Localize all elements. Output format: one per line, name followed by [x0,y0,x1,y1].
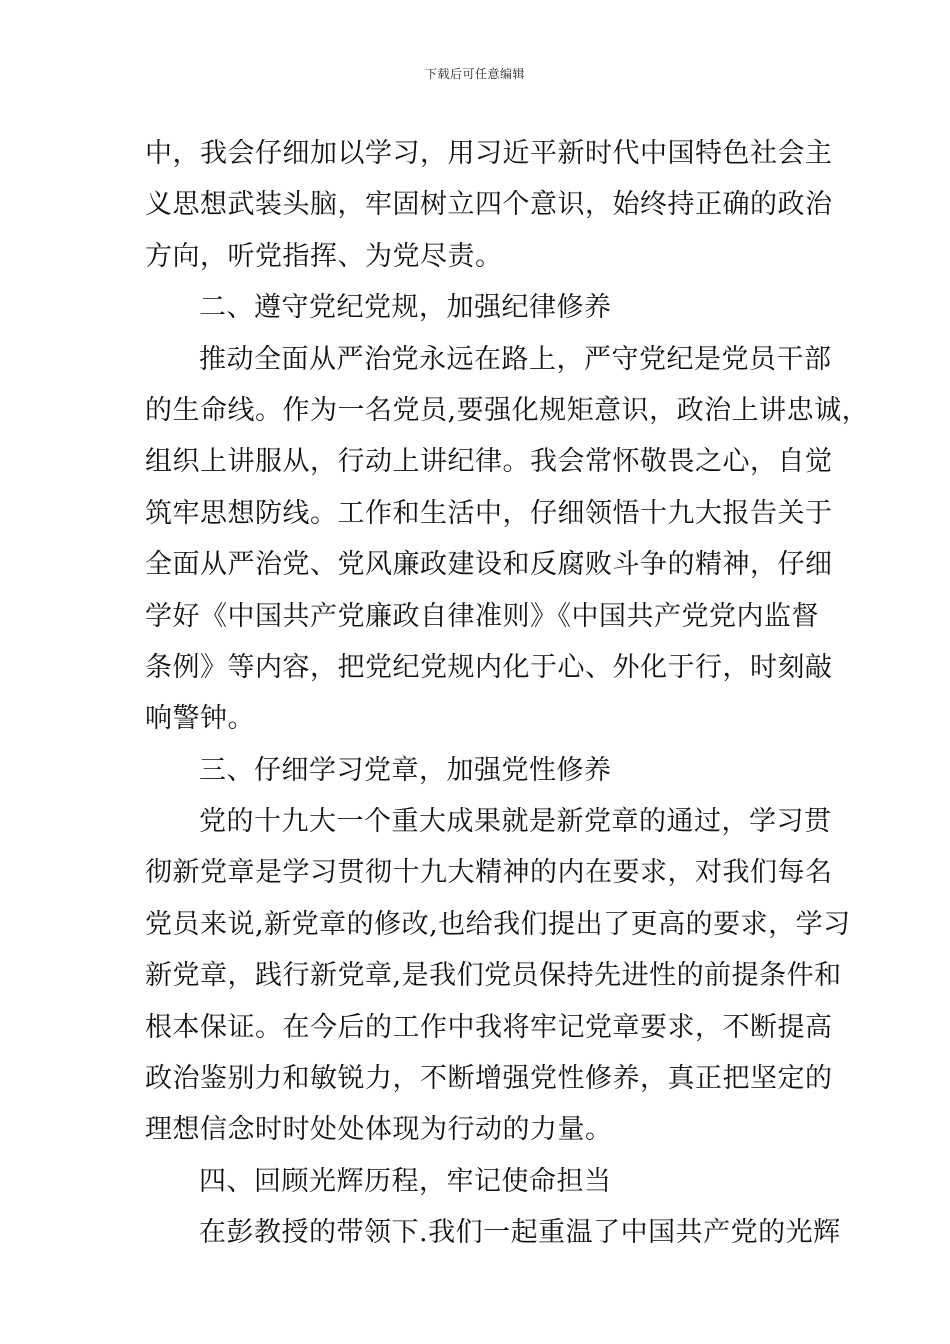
section-heading: 三、仔细学习党章，加强党性修养 [199,754,612,786]
text-line: 理想信念时时处处体现为行动的力量。 [145,1114,613,1146]
text-line: 在彭教授的带领下.我们一起重温了中国共产党的光辉 [199,1217,841,1249]
text-line: 义思想武装头脑，牢固树立四个意识，始终持正确的政治 [145,189,833,221]
text-line: 彻新党章是学习贯彻十九大精神的内在要求，对我们每名 [145,857,833,889]
text-line: 中，我会仔细加以学习，用习近平新时代中国特色社会主 [145,138,833,169]
text-line: 方向，听党指挥、为党尽责。 [145,240,503,272]
page-header: 下载后可任意编辑 [424,67,525,81]
text-line: 筑牢思想防线。工作和生活中，仔细领悟十九大报告关于 [145,497,833,529]
text-line: 条例》等内容，把党纪党规内化于心、外化于行，时刻敲 [145,651,833,683]
text-line: 学好《中国共产党廉政自律准则》《中国共产党党内监督 [145,600,819,632]
text-line: 的生命线。作为一名党员,要强化规矩意识，政治上讲忠诚， [145,394,870,426]
text-line: 组织上讲服从，行动上讲纪律。我会常怀敬畏之心，自觉 [145,446,833,478]
text-line: 全面从严治党、党风廉政建设和反腐败斗争的精神，仔细 [145,549,833,581]
text-line: 党员来说,新党章的修改,也给我们提出了更高的要求，学习 [145,908,851,940]
text-line: 新党章，践行新党章,是我们党员保持先进性的前提条件和 [145,960,842,992]
text-line: 根本保证。在今后的工作中我将牢记党章要求，不断提高 [145,1011,833,1043]
text-line: 政治鉴别力和敏锐力，不断增强党性修养，真正把坚定的 [145,1063,833,1095]
text-line: 响警钟。 [145,703,255,735]
body-text [145,128,870,1259]
section-heading: 四、回顾光辉历程，牢记使命担当 [199,1165,612,1197]
section-heading: 二、遵守党纪党规，加强纪律修养 [199,292,612,324]
text-line: 推动全面从严治党永远在路上，严守党纪是党员干部 [199,343,832,375]
text-line: 党的十九大一个重大成果就是新党章的通过，学习贯 [199,806,832,838]
